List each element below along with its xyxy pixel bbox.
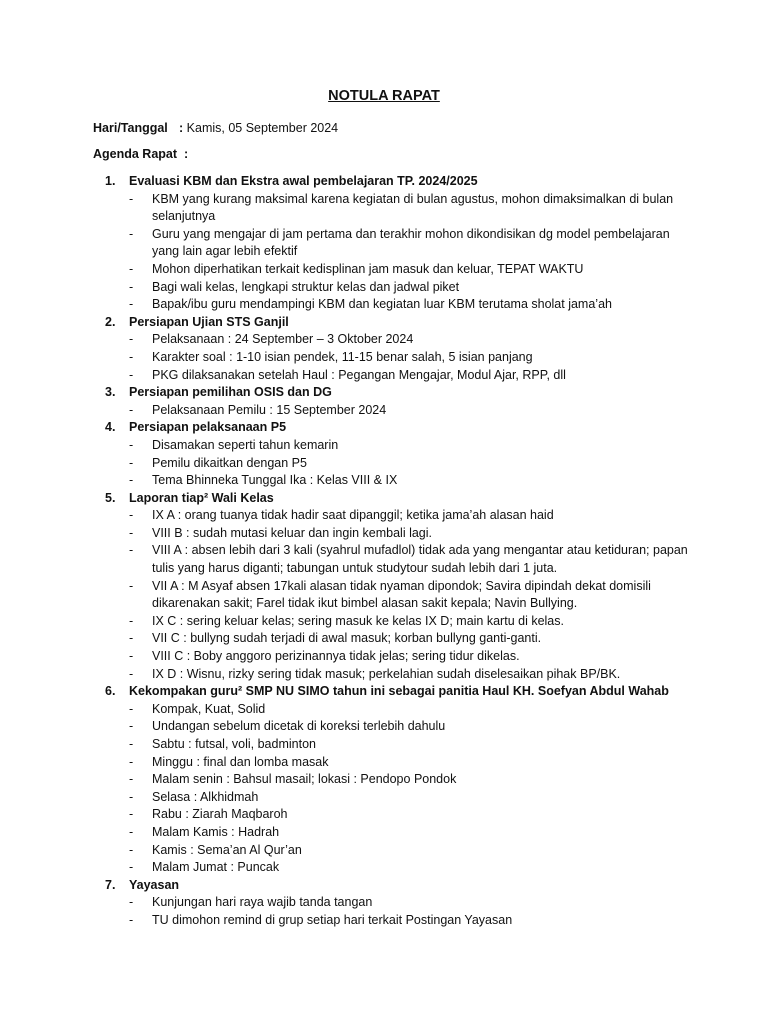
section-number: 4.	[105, 420, 116, 435]
list-item	[93, 912, 693, 930]
section-number: 6.	[105, 684, 116, 699]
list-item	[93, 666, 693, 684]
agenda-section	[93, 314, 693, 384]
section-items	[93, 894, 693, 929]
list-item-text: Pelaksanaan Pemilu : 15 September 2024	[152, 402, 387, 417]
section-number: 7.	[105, 877, 116, 892]
agenda-section-heading	[93, 419, 693, 437]
list-item	[93, 789, 693, 807]
bullet-dash: -	[129, 332, 134, 347]
agenda-colon: :	[184, 147, 189, 161]
list-item-text: TU dimohon remind di grup setiap hari terkait Postingan Yayasan	[152, 912, 513, 927]
list-item-text: Rabu : Ziarah Maqbaroh	[152, 807, 288, 822]
date-row	[93, 120, 338, 138]
list-item	[93, 437, 693, 455]
list-item	[93, 894, 693, 912]
bullet-dash: -	[129, 842, 134, 857]
list-item	[93, 859, 693, 877]
bullet-dash: -	[129, 789, 134, 804]
list-item-text: Karakter soal : 1-10 isian pendek, 11-15 benar salah, 5 isian panjang	[152, 349, 533, 364]
bullet-dash: -	[129, 543, 134, 558]
bullet-dash: -	[129, 578, 134, 593]
section-title: Persiapan pemilihan OSIS dan DG	[129, 385, 332, 400]
list-item-text: Undangan sebelum dicetak di koreksi terlebih dahulu	[152, 719, 446, 734]
list-item-text: Disamakan seperti tahun kemarin	[152, 437, 339, 452]
date-label: Hari/Tanggal	[93, 121, 168, 135]
list-item-text: Malam senin : Bahsul masail; lokasi : Pendopo Pondok	[152, 772, 457, 787]
section-number: 2.	[105, 314, 116, 329]
list-item-text: Kunjungan hari raya wajib tanda tangan	[152, 895, 373, 910]
list-item	[93, 331, 693, 349]
agenda-section	[93, 683, 693, 877]
list-item	[93, 191, 693, 226]
list-item	[93, 367, 693, 385]
list-item	[93, 261, 693, 279]
list-item	[93, 771, 693, 789]
bullet-dash: -	[129, 895, 134, 910]
list-item-text: Tema Bhinneka Tunggal Ika : Kelas VIII & IX	[152, 473, 398, 488]
agenda-section-heading	[93, 877, 693, 895]
bullet-dash: -	[129, 701, 134, 716]
list-item-text: Pelaksanaan : 24 September – 3 Oktober 2024	[152, 332, 414, 347]
bullet-dash: -	[129, 772, 134, 787]
list-item	[93, 472, 693, 490]
list-item-text: Malam Kamis : Hadrah	[152, 824, 280, 839]
agenda-section	[93, 384, 693, 419]
list-item-text: VIII B : sudah mutasi keluar dan ingin kembali lagi.	[152, 525, 433, 540]
bullet-dash: -	[129, 297, 134, 312]
section-title: Yayasan	[129, 877, 180, 892]
bullet-dash: -	[129, 754, 134, 769]
section-items	[93, 331, 693, 384]
agenda-section-heading	[93, 683, 693, 701]
section-title: Evaluasi KBM dan Ekstra awal pembelajaran TP. 2024/2025	[129, 174, 478, 188]
list-item	[93, 226, 693, 261]
bullet-dash: -	[129, 631, 134, 646]
bullet-dash: -	[129, 191, 134, 206]
list-item-text: IX C : sering keluar kelas; sering masuk ke kelas IX D; main kartu di kelas.	[152, 613, 564, 628]
list-item	[93, 701, 693, 719]
list-item	[93, 455, 693, 473]
list-item-text: PKG dilaksanakan setelah Haul : Pegangan Mengajar, Modul Ajar, RPP, dll	[152, 367, 566, 382]
section-items	[93, 191, 693, 314]
list-item-text: IX A : orang tuanya tidak hadir saat dipanggil; ketika jama’ah alasan haid	[152, 508, 554, 523]
agenda-section-heading	[93, 490, 693, 508]
bullet-dash: -	[129, 261, 134, 276]
list-item	[93, 842, 693, 860]
list-item	[93, 296, 693, 314]
agenda-section	[93, 877, 693, 930]
list-item	[93, 630, 693, 648]
agenda-row	[93, 146, 188, 164]
list-item-text: Selasa : Alkhidmah	[152, 789, 259, 804]
section-items	[93, 402, 693, 420]
bullet-dash: -	[129, 437, 134, 452]
date-value: Kamis, 05 September 2024	[186, 121, 339, 135]
list-item-text: Sabtu : futsal, voli, badminton	[152, 737, 316, 751]
section-number: 5.	[105, 490, 116, 505]
bullet-dash: -	[129, 719, 134, 734]
list-item	[93, 525, 693, 543]
list-item	[93, 279, 693, 297]
list-item-text: VII A : M Asyaf absen 17kali alasan tidak nyaman dipondok; Savira dipindah dekat domisili dikarenakan sakit; Farel tidak ikut bimbel alasan sakit kepala; Navin Bullying.	[152, 578, 651, 611]
section-title: Persiapan pelaksanaan P5	[129, 420, 287, 435]
list-item-text: Malam Jumat : Puncak	[152, 860, 280, 875]
list-item	[93, 542, 693, 577]
agenda-section-heading	[93, 314, 693, 332]
bullet-dash: -	[129, 402, 134, 417]
list-item-text: KBM yang kurang maksimal karena kegiatan di bulan agustus, mohon dimaksimalkan di bulan selanjutnya	[152, 191, 674, 224]
section-title: Persiapan Ujian STS Ganjil	[129, 314, 289, 329]
section-title: Laporan tiap² Wali Kelas	[129, 490, 274, 505]
section-items	[93, 701, 693, 877]
bullet-dash: -	[129, 367, 134, 382]
bullet-dash: -	[129, 649, 134, 664]
agenda-section	[93, 173, 693, 314]
list-item-text: IX D : Wisnu, rizky sering tidak masuk; perkelahian sudah diselesaikan pihak BP/BK.	[152, 666, 621, 681]
bullet-dash: -	[129, 473, 134, 488]
list-item-text: VIII A : absen lebih dari 3 kali (syahrul mufadlol) tidak ada yang mengantar atau ketiduran; papan tulis yang harus diganti; tabungan untuk studytour sudah lebih dari 1 juta.	[152, 543, 688, 576]
bullet-dash: -	[129, 508, 134, 523]
list-item-text: Bagi wali kelas, lengkapi struktur kelas dan jadwal piket	[152, 279, 460, 294]
list-item-text: Kompak, Kuat, Solid	[152, 701, 266, 716]
list-item	[93, 402, 693, 420]
date-colon: :	[179, 121, 184, 135]
list-item	[93, 613, 693, 631]
bullet-dash: -	[129, 613, 134, 628]
list-item	[93, 648, 693, 666]
list-item	[93, 349, 693, 367]
list-item	[93, 736, 693, 754]
section-title: Kekompakan guru² SMP NU SIMO tahun ini sebagai panitia Haul KH. Soefyan Abdul Wahab	[129, 684, 669, 699]
list-item	[93, 806, 693, 824]
bullet-dash: -	[129, 349, 134, 364]
bullet-dash: -	[129, 666, 134, 681]
agenda-section-heading	[93, 173, 693, 191]
list-item-text: Guru yang mengajar di jam pertama dan terakhir mohon dikondisikan dg model pembelajaran yang lain agar lebih efektif	[152, 226, 670, 259]
list-item-text: Pemilu dikaitkan dengan P5	[152, 455, 307, 470]
bullet-dash: -	[129, 807, 134, 822]
bullet-dash: -	[129, 824, 134, 839]
section-number: 1.	[105, 174, 116, 188]
bullet-dash: -	[129, 737, 134, 751]
bullet-dash: -	[129, 525, 134, 540]
agenda-section	[93, 490, 693, 684]
document-title: NOTULA RAPAT	[328, 88, 440, 104]
list-item-text: Bapak/ibu guru mendampingi KBM dan kegiatan luar KBM terutama sholat jama’ah	[152, 297, 612, 312]
list-item-text: VIII C : Boby anggoro perizinannya tidak jelas; sering tidur dikelas.	[152, 649, 520, 664]
list-item	[93, 718, 693, 736]
list-item	[93, 824, 693, 842]
bullet-dash: -	[129, 226, 134, 241]
bullet-dash: -	[129, 455, 134, 470]
list-item-text: Minggu : final dan lomba masak	[152, 754, 329, 769]
agenda-label: Agenda Rapat	[93, 147, 178, 161]
section-items	[93, 437, 693, 490]
list-item-text: VII C : bullyng sudah terjadi di awal masuk; korban bullyng ganti-ganti.	[152, 631, 542, 646]
section-number: 3.	[105, 385, 116, 400]
list-item-text: Mohon diperhatikan terkait kedisplinan jam masuk dan keluar, TEPAT WAKTU	[152, 261, 584, 276]
list-item	[93, 578, 693, 613]
bullet-dash: -	[129, 860, 134, 875]
list-item	[93, 754, 693, 772]
section-items	[93, 507, 693, 683]
agenda-list	[93, 173, 693, 930]
bullet-dash: -	[129, 279, 134, 294]
agenda-section-heading	[93, 384, 693, 402]
agenda-section	[93, 419, 693, 489]
list-item-text: Kamis : Sema’an Al Qur’an	[152, 842, 302, 857]
bullet-dash: -	[129, 912, 134, 927]
list-item	[93, 507, 693, 525]
